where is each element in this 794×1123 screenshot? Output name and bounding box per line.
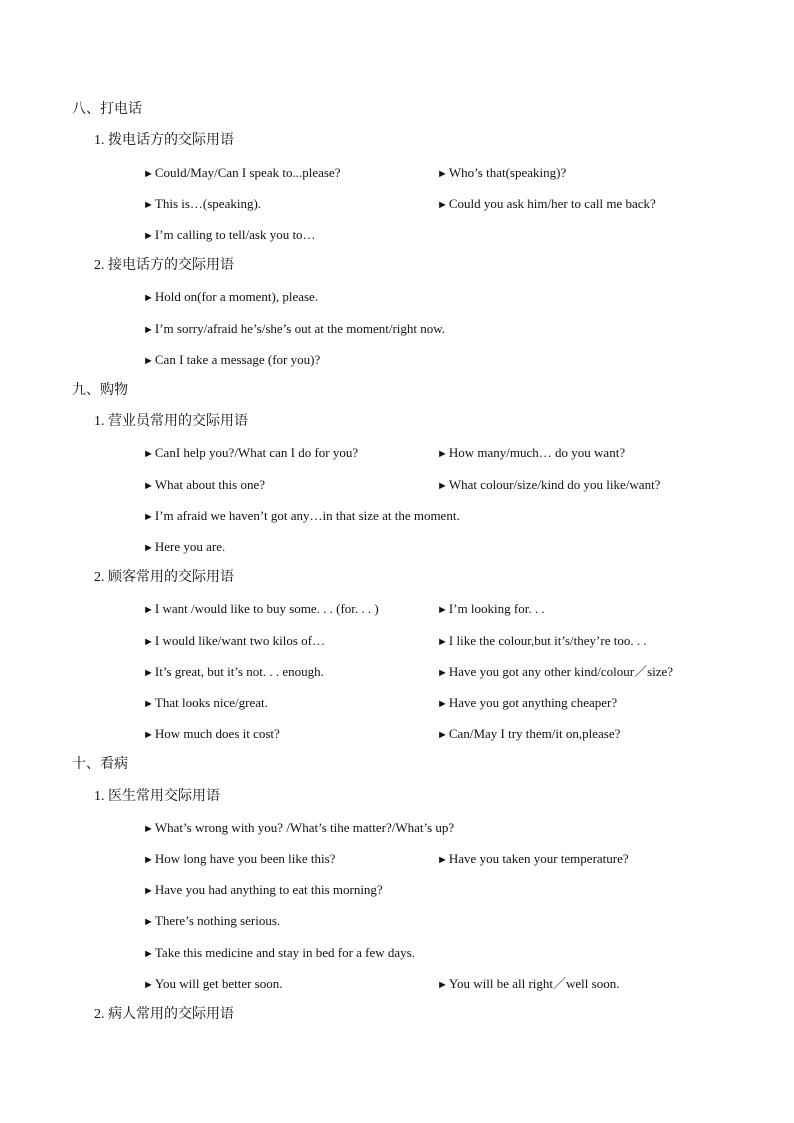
phrase-item [143,477,265,494]
section-heading: 十、看病 [72,757,128,772]
bullet-triangle-icon: ► [143,230,154,242]
phrase-text: What about this one? [154,477,265,492]
phrase-text: How many/much… do you want? [448,445,626,460]
bullet-triangle-icon: ► [143,823,154,835]
phrase-item [437,726,620,743]
bullet-triangle-icon: ► [143,199,154,211]
phrase-text: I would like/want two kilos of… [154,633,325,648]
phrase-item [143,726,280,743]
phrase-text: You will be all right／well soon. [448,976,620,991]
phrase-text: Hold on(for a moment), please. [154,289,319,304]
bullet-triangle-icon: ► [437,667,448,679]
phrase-item [143,945,415,962]
phrase-item [143,695,268,712]
phrase-item [143,508,460,525]
bullet-triangle-icon: ► [437,448,448,460]
bullet-triangle-icon: ► [143,355,154,367]
section-heading: 八、打电话 [72,102,142,117]
phrase-text: Can I take a message (for you)? [154,352,321,367]
phrase-text: That looks nice/great. [154,695,268,710]
bullet-triangle-icon: ► [143,948,154,960]
phrase-item [143,196,261,213]
phrase-item [143,882,383,899]
phrase-text: CanI help you?/What can I do for you? [154,445,359,460]
phrase-item [143,445,358,462]
phrase-item [143,321,445,338]
phrase-item [437,601,545,618]
phrase-item [143,633,325,650]
phrase-text: Have you got any other kind/colour／size? [448,664,674,679]
bullet-triangle-icon: ► [143,324,154,336]
bullet-triangle-icon: ► [437,199,448,211]
phrase-item [437,477,660,494]
phrase-text: I want /would like to buy some. . . (for. . . ) [154,601,379,616]
section-heading: 九、购物 [72,383,128,398]
subsection-heading: 1. 营业员常用的交际用语 [94,414,248,429]
bullet-triangle-icon: ► [143,480,154,492]
bullet-triangle-icon: ► [437,698,448,710]
phrase-item [437,165,566,182]
bullet-triangle-icon: ► [143,636,154,648]
bullet-triangle-icon: ► [143,885,154,897]
bullet-triangle-icon: ► [143,292,154,304]
phrase-item [143,539,225,556]
bullet-triangle-icon: ► [437,729,448,741]
bullet-triangle-icon: ► [143,979,154,991]
phrase-text: There’s nothing serious. [154,913,281,928]
subsection-heading: 1. 医生常用交际用语 [94,789,220,804]
bullet-triangle-icon: ► [143,667,154,679]
bullet-triangle-icon: ► [143,168,154,180]
phrase-text: Can/May I try them/it on,please? [448,726,621,741]
phrase-item [143,664,324,681]
phrase-item [143,352,320,369]
bullet-triangle-icon: ► [143,698,154,710]
phrase-text: I’m calling to tell/ask you to… [154,227,316,242]
phrase-item [437,445,625,462]
bullet-triangle-icon: ► [143,542,154,554]
phrase-text: This is…(speaking). [154,196,262,211]
phrase-text: How much does it cost? [154,726,280,741]
phrase-text: It’s great, but it’s not. . . enough. [154,664,324,679]
phrase-item [437,851,629,868]
bullet-triangle-icon: ► [143,604,154,616]
bullet-triangle-icon: ► [143,448,154,460]
phrase-text: Who’s that(speaking)? [448,165,567,180]
phrase-item [143,913,280,930]
phrase-text: I’m sorry/afraid he’s/she’s out at the moment/right now. [154,321,446,336]
bullet-triangle-icon: ► [143,511,154,523]
phrase-item [143,976,283,993]
phrase-text: What’s wrong with you? /What’s tihe matter?/What’s up? [154,820,455,835]
phrase-item [437,633,647,650]
phrase-text: Could you ask him/her to call me back? [448,196,656,211]
phrase-text: What colour/size/kind do you like/want? [448,477,661,492]
phrase-text: How long have you been like this? [154,851,336,866]
phrase-text: Have you taken your temperature? [448,851,629,866]
bullet-triangle-icon: ► [437,604,448,616]
subsection-heading: 1. 拨电话方的交际用语 [94,133,234,148]
phrase-item [437,976,619,993]
bullet-triangle-icon: ► [437,854,448,866]
bullet-triangle-icon: ► [437,480,448,492]
subsection-heading: 2. 接电话方的交际用语 [94,258,234,273]
phrase-text: Could/May/Can I speak to...please? [154,165,341,180]
phrase-item [143,165,340,182]
phrase-text: I like the colour,but it’s/they’re too. . . [448,633,647,648]
bullet-triangle-icon: ► [143,729,154,741]
phrase-item [437,664,673,681]
phrase-item [437,695,617,712]
phrase-text: You will get better soon. [154,976,283,991]
phrase-text: Take this medicine and stay in bed for a few days. [154,945,415,960]
bullet-triangle-icon: ► [437,636,448,648]
bullet-triangle-icon: ► [143,916,154,928]
phrase-text: Have you got anything cheaper? [448,695,618,710]
phrase-item [143,601,379,618]
phrase-item [437,196,656,213]
phrase-text: I’m looking for. . . [448,601,545,616]
phrase-item [143,820,454,837]
phrase-text: I’m afraid we haven’t got any…in that size at the moment. [154,508,460,523]
bullet-triangle-icon: ► [437,979,448,991]
bullet-triangle-icon: ► [437,168,448,180]
subsection-heading: 2. 顾客常用的交际用语 [94,570,234,585]
phrase-text: Here you are. [154,539,226,554]
bullet-triangle-icon: ► [143,854,154,866]
phrase-item [143,289,318,306]
subsection-heading: 2. 病人常用的交际用语 [94,1007,234,1022]
phrase-text: Have you had anything to eat this morning? [154,882,383,897]
phrase-item [143,851,335,868]
phrase-item [143,227,316,244]
